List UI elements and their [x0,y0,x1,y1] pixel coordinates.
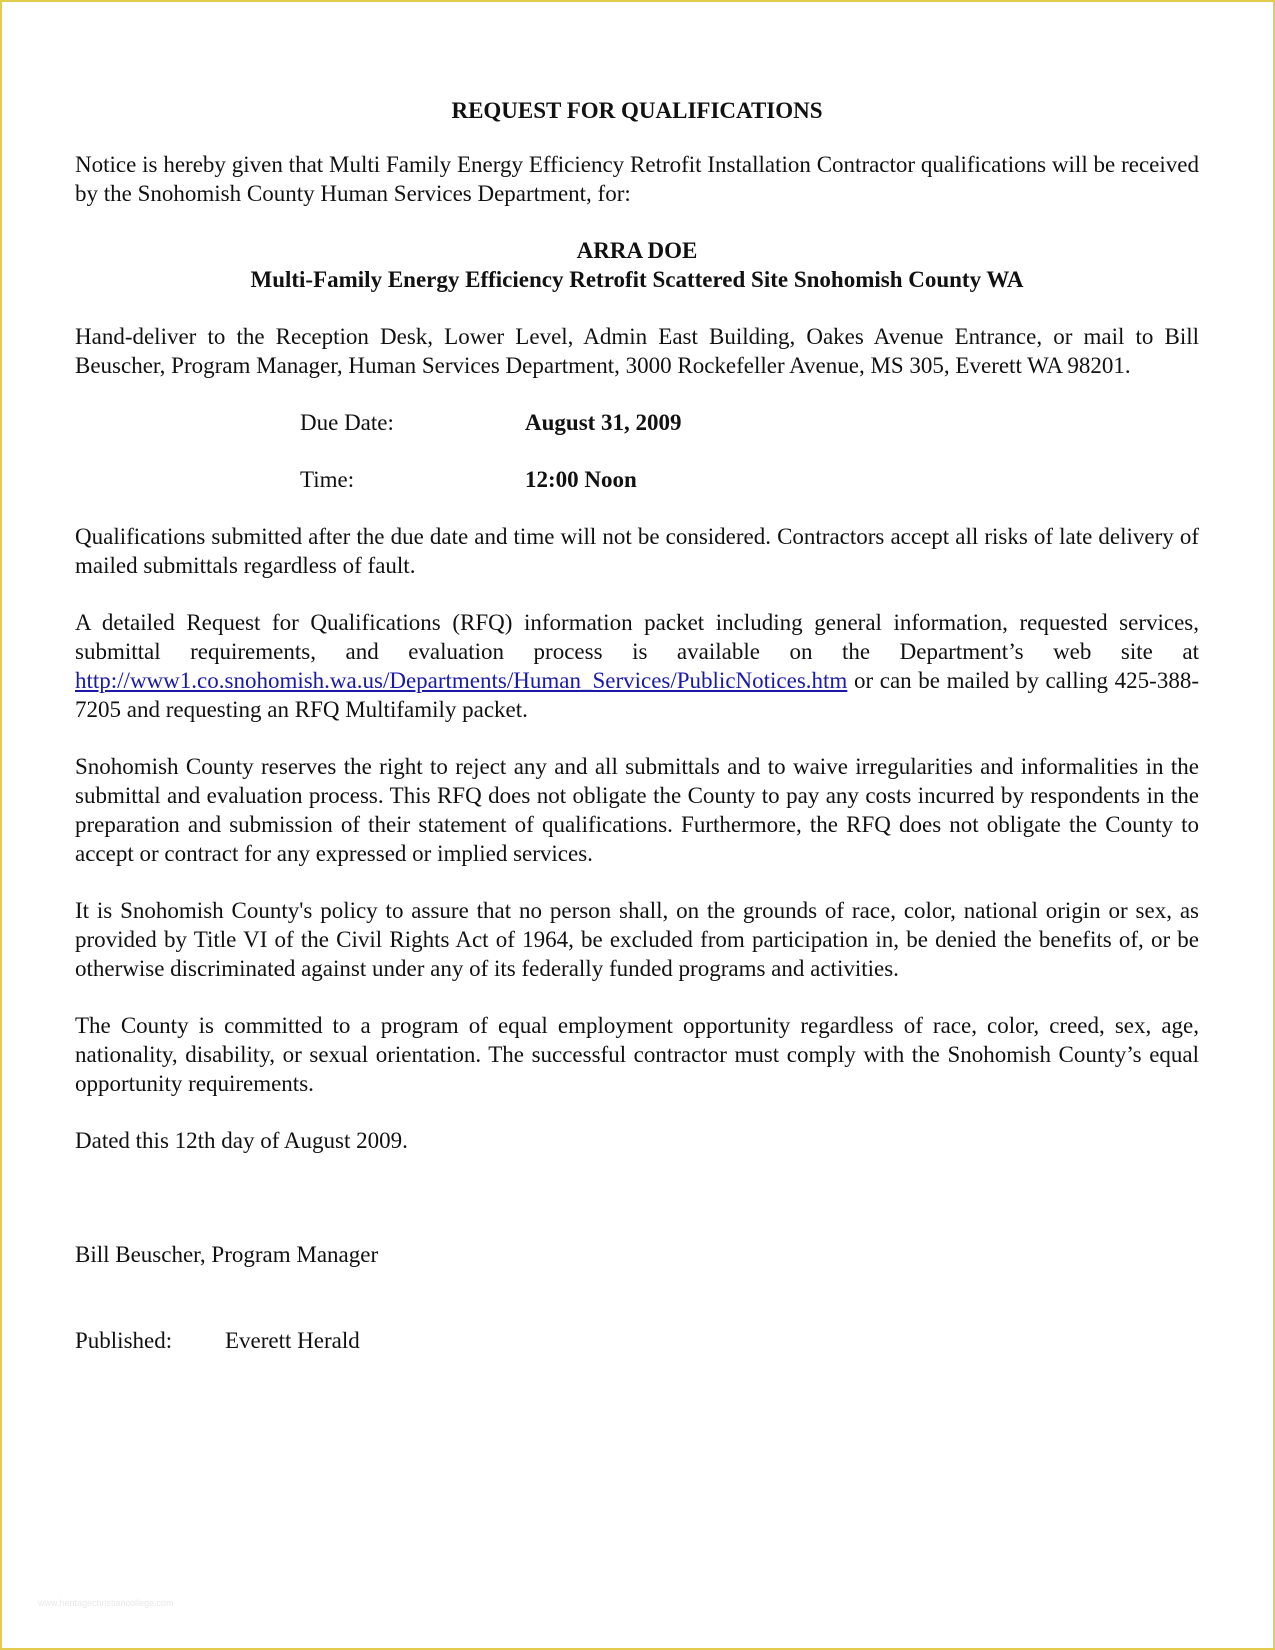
rfq-web-link[interactable]: http://www1.co.snohomish.wa.us/Departments/Human_Services/PublicNotices.htm [75,668,848,693]
document-title: REQUEST FOR QUALIFICATIONS [451,98,823,123]
due-time-label: Time: [300,467,355,492]
rfq-text-before: A detailed Request for Qualifications (RFQ) information packet including general information, requested services, submittal requirements, and evaluation process is available on the Department’s web site at [75,610,1199,664]
due-date-value: August 31, 2009 [525,410,682,435]
published-row [75,1326,1199,1355]
document-page [75,96,1199,1355]
due-date-label: Due Date: [300,410,394,435]
rfq-text-after: or can be mailed by calling 425-388-7205 and requesting an RFQ Multifamily packet. [75,668,1199,722]
delivery-paragraph: Hand-deliver to the Reception Desk, Lower Level, Admin East Building, Oakes Avenue Entrance, or mail to Bill Beuscher, Program Manager, Human Services Department, 3000 Rockefeller Avenue, MS 305, Everett WA 98201. [75,324,1199,378]
project-line-2: Multi-Family Energy Efficiency Retrofit Scattered Site Snohomish County WA [250,267,1024,292]
late-submission-paragraph: Qualifications submitted after the due date and time will not be considered. Contractors accept all risks of late delivery of mailed submittals regardless of fault. [75,524,1199,578]
project-heading [75,236,1199,294]
policy-paragraph: It is Snohomish County's policy to assure that no person shall, on the grounds of race, color, national origin or sex, as provided by Title VI of the Civil Rights Act of 1964, be excluded from participation in, be denied the benefits of, or be otherwise discriminated against under any of its federally funded programs and activities. [75,898,1199,981]
due-date-row [75,408,1199,437]
signer-line: Bill Beuscher, Program Manager [75,1242,379,1267]
reserves-paragraph: Snohomish County reserves the right to reject any and all submittals and to waive irregularities and informalities in the submittal and evaluation process. This RFQ does not obligate the County to pay any costs incurred by respondents in the preparation and submission of their statement of qualifications. Furthermore, the RFQ does not obligate the County to accept or contract for any expressed or implied services. [75,754,1199,866]
published-label: Published: [75,1328,173,1353]
due-time-value: 12:00 Noon [525,467,637,492]
due-time-row [75,465,1199,494]
rfq-paragraph [75,608,1199,724]
dated-line: Dated this 12th day of August 2009. [75,1128,408,1153]
watermark-text: www.heritagechristiancollege.com [38,1598,174,1608]
equal-opportunity-paragraph: The County is committed to a program of equal employment opportunity regardless of race, color, creed, sex, age, nationality, disability, or sexual orientation. The successful contractor must comply with the Snohomish County’s equal opportunity requirements. [75,1013,1199,1096]
published-value: Everett Herald [225,1328,360,1353]
project-line-1: ARRA DOE [576,238,698,263]
notice-paragraph: Notice is hereby given that Multi Family Energy Efficiency Retrofit Installation Contractor qualifications will be received by the Snohomish County Human Services Department, for: [75,152,1199,206]
